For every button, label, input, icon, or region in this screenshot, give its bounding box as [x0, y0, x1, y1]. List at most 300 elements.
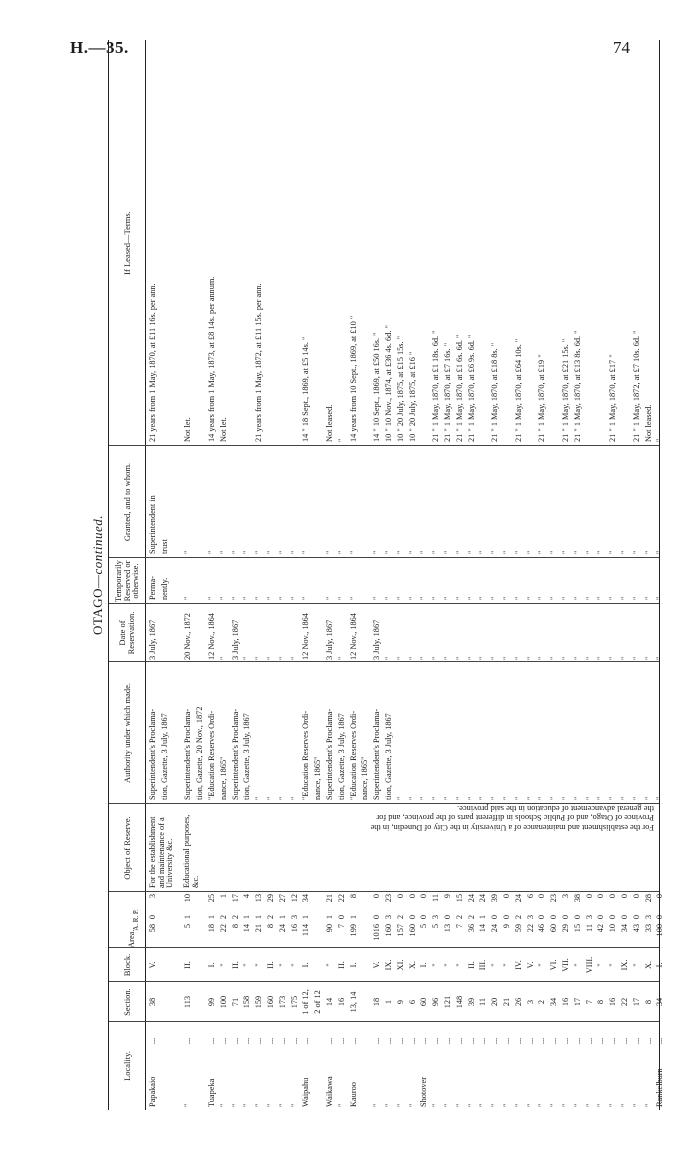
- authority-cell: Superintendent's Proclama-: [372, 708, 382, 800]
- temporarily-cell: ": [608, 596, 618, 600]
- area-roods-cell: 0: [655, 914, 665, 920]
- locality-cell: ": [230, 1103, 240, 1107]
- column-divider: [109, 947, 659, 948]
- locality-dots: ...: [525, 1037, 535, 1044]
- block-cell: I.: [301, 962, 311, 968]
- locality-cell: Papakaio: [148, 1076, 157, 1107]
- lease-cell: ": [336, 438, 346, 442]
- locality-dots: ...: [230, 1037, 240, 1044]
- locality-cell: ": [490, 1103, 500, 1107]
- authority-cell: ": [572, 796, 582, 800]
- header-leased: If Leased—Terms.: [121, 211, 132, 275]
- date-cell: ": [513, 656, 523, 660]
- locality-cell: Tuapeka: [207, 1078, 216, 1107]
- block-cell: ": [254, 963, 264, 967]
- locality-dots: ...: [502, 1037, 511, 1044]
- temporarily-cell: ": [277, 596, 287, 600]
- block-cell: ": [289, 963, 299, 967]
- area-roods-cell: 3: [525, 914, 535, 920]
- date-cell: ": [254, 656, 264, 660]
- granted-cell: trust: [159, 539, 169, 554]
- lease-cell: Not let.: [218, 417, 228, 442]
- header-object: Object of Reserve.: [121, 816, 132, 880]
- area-perches-cell: 0: [372, 894, 382, 899]
- locality-cell: Shotover: [419, 1077, 429, 1107]
- locality-dots: ...: [549, 1037, 559, 1044]
- area-perches-cell: 0: [419, 894, 429, 899]
- area-roods-cell: 3: [431, 914, 441, 920]
- granted-cell: ": [443, 550, 452, 554]
- area-roods-cell: 2: [454, 914, 464, 920]
- area-perches-cell: 6: [525, 894, 535, 899]
- lease-cell: 14 years from 10 Sept., 1869, at £10 ": [348, 315, 358, 442]
- section-cell: 6: [407, 999, 417, 1005]
- area-roods-cell: 1: [242, 914, 252, 920]
- area-acres-cell: 14: [478, 924, 488, 933]
- area-roods-cell: 1: [183, 914, 193, 920]
- locality-cell: ": [584, 1103, 594, 1107]
- temporarily-cell: ": [207, 596, 216, 600]
- section-cell: 148: [454, 995, 464, 1009]
- granted-cell: ": [277, 550, 287, 554]
- area-acres-cell: 7: [336, 924, 346, 929]
- authority-cell: tion, Gazette, 3 July, 1867: [242, 713, 252, 800]
- locality-dots: ...: [572, 1037, 582, 1044]
- authority-cell: ": [254, 796, 264, 800]
- locality-dots: ...: [490, 1037, 500, 1044]
- area-roods-cell: 3: [584, 914, 594, 920]
- locality-cell: ": [289, 1103, 299, 1107]
- locality-cell: ": [431, 1103, 441, 1107]
- granted-cell: ": [655, 550, 665, 554]
- granted-cell: ": [348, 550, 358, 554]
- lease-cell: 21 " 1 May, 1870, at £1 6s. 6d. ": [454, 334, 464, 442]
- area-roods-cell: 0: [561, 914, 570, 920]
- column-divider: [109, 557, 659, 558]
- section-cell: 7: [584, 999, 594, 1005]
- locality-dots: ...: [407, 1037, 417, 1044]
- temporarily-cell: ": [561, 596, 570, 600]
- block-cell: IX.: [384, 959, 393, 971]
- authority-cell: ": [643, 796, 653, 800]
- header-locality: Locality.: [121, 1051, 132, 1081]
- lease-cell: 21 years from 1 May, 1872, at £11 15s. per ann.: [254, 283, 264, 442]
- area-perches-cell: 8: [348, 894, 358, 899]
- granted-cell: ": [631, 550, 641, 554]
- locality-dots: ...: [301, 1037, 311, 1044]
- temporarily-cell: ": [218, 596, 228, 600]
- area-acres-cell: 15: [572, 924, 582, 933]
- locality-dots: ...: [372, 1037, 382, 1044]
- authority-cell: ": [537, 796, 547, 800]
- locality-dots: ...: [537, 1037, 547, 1044]
- caption-italic: continued.: [90, 515, 105, 575]
- area-perches-cell: 23: [549, 894, 559, 903]
- area-perches-cell: 3: [561, 894, 570, 899]
- locality-dots: ...: [631, 1037, 641, 1044]
- section-cell: 71: [230, 997, 240, 1007]
- section-cell: 8: [596, 999, 606, 1005]
- locality-cell: ": [372, 1103, 382, 1107]
- locality-dots: ...: [242, 1037, 252, 1044]
- locality-dots: ...: [218, 1037, 228, 1044]
- granted-cell: ": [478, 550, 488, 554]
- section-cell: 1 of 12,: [301, 989, 311, 1015]
- locality-dots: ...: [584, 1037, 594, 1044]
- locality-dots: ...: [289, 1037, 299, 1044]
- locality-cell: ": [631, 1103, 641, 1107]
- block-cell: II.: [336, 961, 346, 969]
- locality-dots: ...: [348, 1037, 358, 1044]
- locality-dots: ...: [395, 1037, 405, 1044]
- block-cell: ": [443, 963, 452, 967]
- lease-cell: 21 " 1 May, 1870, at £7 16s. ": [443, 342, 452, 442]
- granted-cell: ": [218, 550, 228, 554]
- temporarily-cell: ": [525, 596, 535, 600]
- authority-cell: ": [608, 796, 618, 800]
- block-cell: ": [596, 963, 606, 967]
- section-cell: 20: [490, 997, 500, 1007]
- temporarily-cell: ": [596, 596, 606, 600]
- date-cell: ": [655, 656, 665, 660]
- page-ref: H.—35.: [70, 38, 129, 57]
- date-cell: ": [596, 656, 606, 660]
- block-cell: ": [608, 963, 618, 967]
- temporarily-cell: ": [336, 596, 346, 600]
- block-cell: ": [537, 963, 547, 967]
- date-cell: ": [584, 656, 594, 660]
- section-cell: 17: [631, 997, 641, 1007]
- area-perches-cell: 23: [384, 894, 393, 903]
- section-cell: 22: [620, 997, 629, 1007]
- area-roods-cell: 0: [407, 914, 417, 920]
- temporarily-cell: ": [513, 596, 523, 600]
- section-cell: 99: [207, 997, 216, 1007]
- area-acres-cell: 18: [207, 924, 216, 933]
- temporarily-cell: nently.: [159, 577, 169, 600]
- area-roods-cell: 2: [513, 914, 523, 920]
- area-acres-cell: 46: [537, 924, 547, 933]
- area-perches-cell: 25: [207, 894, 216, 903]
- section-cell: 17: [572, 997, 582, 1007]
- authority-cell: ": [395, 796, 405, 800]
- date-cell: ": [561, 656, 570, 660]
- section-cell: 8: [643, 999, 653, 1005]
- granted-cell: ": [596, 550, 606, 554]
- date-cell: ": [502, 656, 511, 660]
- block-cell: I.: [348, 962, 358, 968]
- header-section: Section.: [121, 988, 132, 1016]
- lease-cell: 14 years from 1 May, 1873, at £8 14s. per annum.: [207, 276, 216, 442]
- block-cell: II.: [183, 961, 193, 969]
- authority-cell: ": [631, 796, 641, 800]
- block-cell: X.: [407, 960, 417, 970]
- lease-cell: Not let.: [183, 417, 193, 442]
- locality-cell: ": [266, 1103, 275, 1107]
- area-acres-cell: 7: [454, 924, 464, 929]
- column-divider: [109, 445, 659, 446]
- area-acres-cell: 9: [502, 924, 511, 929]
- section-cell: 11: [478, 998, 488, 1006]
- area-perches-cell: 0: [620, 894, 629, 899]
- authority-cell: ": [277, 796, 287, 800]
- area-perches-cell: 39: [490, 894, 500, 903]
- granted-cell: ": [643, 550, 653, 554]
- authority-cell: Superintendent's Proclama-: [325, 708, 334, 800]
- lease-cell: 21 " 1 May, 1870, at £19 ": [537, 354, 547, 442]
- granted-cell: ": [325, 550, 334, 554]
- temporarily-cell: ": [490, 596, 500, 600]
- locality-cell: ": [384, 1103, 393, 1107]
- granted-cell: ": [289, 550, 299, 554]
- section-cell: 34: [549, 997, 559, 1007]
- temporarily-cell: ": [466, 596, 476, 600]
- block-cell: ": [454, 963, 464, 967]
- date-cell: ": [490, 656, 500, 660]
- column-divider: [109, 981, 659, 982]
- header-granted: Granted, and to whom.: [121, 462, 132, 542]
- section-cell: 158: [242, 995, 252, 1009]
- area-acres-cell: 1016: [372, 924, 382, 941]
- table-caption: [90, 40, 106, 1110]
- area-acres-cell: 60: [549, 924, 559, 933]
- area-acres-cell: 22: [218, 924, 228, 933]
- date-cell: ": [242, 656, 252, 660]
- temporarily-cell: ": [254, 596, 264, 600]
- temporarily-cell: ": [584, 596, 594, 600]
- area-acres-cell: 29: [561, 924, 570, 933]
- area-perches-cell: 11: [431, 894, 441, 902]
- rotated-table-region: [90, 40, 665, 1110]
- column-divider: [109, 891, 659, 892]
- block-cell: I.: [207, 962, 216, 968]
- locality-cell: Waikawa: [325, 1076, 334, 1107]
- locality-dots: ...: [466, 1037, 476, 1044]
- authority-cell: tion, Gazette, 20 Nov., 1872: [195, 706, 205, 800]
- authority-cell: ": [266, 796, 275, 800]
- section-cell: 38: [148, 997, 157, 1007]
- block-cell: VIII.: [584, 956, 594, 974]
- authority-cell: "Education Reserves Ordi-: [207, 710, 216, 800]
- area-acres-cell: 8: [266, 924, 275, 929]
- block-cell: V.: [372, 961, 382, 969]
- locality-dots: ...: [596, 1037, 606, 1044]
- locality-cell: ": [561, 1103, 570, 1107]
- temporarily-cell: ": [431, 596, 441, 600]
- temporarily-cell: ": [289, 596, 299, 600]
- temporarily-cell: ": [549, 596, 559, 600]
- temporarily-cell: ": [230, 596, 240, 600]
- area-acres-cell: 42: [596, 924, 606, 933]
- locality-cell: ": [596, 1103, 606, 1107]
- section-cell: 113: [183, 995, 193, 1009]
- granted-cell: ": [242, 550, 252, 554]
- area-acres-cell: 22: [525, 924, 535, 933]
- area-roods-cell: 0: [443, 914, 452, 920]
- area-roods-cell: 0: [502, 914, 511, 920]
- date-cell: ": [537, 656, 547, 660]
- locality-dots: ...: [336, 1037, 346, 1044]
- area-perches-cell: 21: [325, 894, 334, 903]
- section-cell: 26: [513, 997, 523, 1007]
- block-cell: ": [431, 963, 441, 967]
- area-roods-cell: 0: [336, 914, 346, 920]
- date-cell: 12 Nov., 1864: [301, 613, 311, 660]
- area-acres-cell: 5: [431, 924, 441, 929]
- temporarily-cell: ": [348, 596, 358, 600]
- date-cell: ": [454, 656, 464, 660]
- authority-cell: ": [466, 796, 476, 800]
- temporarily-cell: ": [454, 596, 464, 600]
- object-rotated-line: For the establishment and maintenance of a University in the City of Dunedin, in the: [370, 823, 654, 832]
- date-cell: ": [643, 656, 653, 660]
- block-cell: ": [572, 963, 582, 967]
- locality-cell: ": [478, 1103, 488, 1107]
- area-perches-cell: 1: [218, 894, 228, 899]
- area-acres-cell: 8: [230, 924, 240, 929]
- section-cell: 2 of 12: [313, 990, 323, 1014]
- area-acres-cell: 43: [631, 924, 641, 933]
- block-cell: II.: [466, 961, 476, 969]
- area-acres-cell: 10: [608, 924, 618, 933]
- area-perches-cell: 29: [266, 894, 275, 903]
- area-perches-cell: 24: [513, 894, 523, 903]
- date-cell: ": [384, 656, 393, 660]
- locality-dots: ...: [655, 1037, 665, 1044]
- locality-cell: Rankelburn: [655, 1068, 665, 1107]
- lease-cell: 10 " 10 Nov., 1874, at £36 4s. 6d. ": [384, 325, 393, 442]
- area-acres-cell: 5: [183, 924, 193, 929]
- area-perches-cell: 24: [478, 894, 488, 903]
- area-acres-cell: 90: [325, 924, 334, 933]
- area-acres-cell: 160: [407, 924, 417, 937]
- section-cell: 2: [537, 999, 547, 1005]
- locality-dots: ...: [478, 1037, 488, 1044]
- temporarily-cell: ": [620, 596, 629, 600]
- area-perches-cell: 12: [289, 894, 299, 903]
- lease-cell: Not leased.: [325, 404, 334, 442]
- area-acres-cell: 14: [242, 924, 252, 933]
- block-cell: II.: [266, 961, 275, 969]
- temporarily-cell: ": [407, 596, 417, 600]
- section-cell: 14: [325, 997, 334, 1007]
- date-cell: 20 Nov., 1872: [183, 613, 193, 660]
- locality-cell: ": [502, 1103, 511, 1107]
- date-cell: ": [218, 656, 228, 660]
- section-cell: 159: [254, 995, 264, 1009]
- authority-cell: tion, Gazette, 3 July, 1867: [159, 713, 169, 800]
- area-roods-cell: 1: [207, 914, 216, 920]
- temporarily-cell: ": [537, 596, 547, 600]
- granted-cell: ": [395, 550, 405, 554]
- area-perches-cell: 10: [183, 894, 193, 903]
- locality-cell: ": [525, 1103, 535, 1107]
- reserves-table: [108, 40, 665, 1110]
- locality-cell: ": [395, 1103, 405, 1107]
- granted-cell: Superintendent in: [148, 495, 157, 554]
- locality-cell: ": [254, 1103, 264, 1107]
- locality-cell: ": [513, 1103, 523, 1107]
- area-perches-cell: 0: [631, 894, 641, 899]
- area-roods-cell: 3: [384, 914, 393, 920]
- header-block: Block.: [121, 953, 132, 977]
- date-cell: ": [478, 656, 488, 660]
- temporarily-cell: ": [443, 596, 452, 600]
- area-roods-cell: 0: [631, 914, 641, 920]
- authority-cell: ": [502, 796, 511, 800]
- section-cell: 16: [561, 997, 570, 1007]
- granted-cell: ": [454, 550, 464, 554]
- caption-main: OTAGO—: [90, 574, 105, 635]
- area-acres-cell: 13: [443, 924, 452, 933]
- granted-cell: ": [466, 550, 476, 554]
- area-acres-cell: 36: [466, 924, 476, 933]
- temporarily-cell: ": [502, 596, 511, 600]
- locality-cell: ": [572, 1103, 582, 1107]
- section-cell: 175: [289, 995, 299, 1009]
- locality-dots: ...: [608, 1037, 618, 1044]
- area-perches-cell: 28: [643, 894, 653, 903]
- authority-cell: nance, 1865": [313, 756, 323, 800]
- area-acres-cell: 16: [289, 924, 299, 933]
- area-perches-cell: 22: [336, 894, 346, 903]
- granted-cell: ": [183, 550, 193, 554]
- date-cell: ": [277, 656, 287, 660]
- section-cell: 21: [502, 997, 511, 1007]
- authority-cell: ": [490, 796, 500, 800]
- authority-cell: ": [596, 796, 606, 800]
- header-date: Date of Reservation.: [117, 611, 136, 655]
- area-roods-cell: 0: [549, 914, 559, 920]
- locality-dots: ...: [419, 1037, 429, 1044]
- authority-cell: Superintendent's Proclama-: [183, 708, 193, 800]
- area-roods-cell: 0: [608, 914, 618, 920]
- temporarily-cell: ": [655, 596, 665, 600]
- section-cell: 39: [466, 997, 476, 1007]
- granted-cell: ": [207, 550, 216, 554]
- lease-cell: 21 " 1 May, 1870, at £17 ": [608, 354, 618, 442]
- date-cell: 3 July, 1867: [148, 619, 157, 660]
- date-cell: ": [431, 656, 441, 660]
- lease-cell: 21 " 1 May, 1870, at £18 8s. ": [490, 342, 500, 442]
- granted-cell: ": [549, 550, 559, 554]
- date-cell: ": [572, 656, 582, 660]
- area-perches-cell: 3: [148, 894, 157, 899]
- granted-cell: ": [254, 550, 264, 554]
- granted-cell: ": [525, 550, 535, 554]
- section-cell: 13, 14: [348, 991, 358, 1013]
- authority-cell: ": [419, 796, 429, 800]
- area-acres-cell: 160: [384, 924, 393, 937]
- granted-cell: ": [572, 550, 582, 554]
- authority-cell: Superintendent's Proclama-: [230, 708, 240, 800]
- granted-cell: ": [431, 550, 441, 554]
- temporarily-cell: ": [478, 596, 488, 600]
- authority-cell: ": [407, 796, 417, 800]
- area-acres-cell: 199: [348, 924, 358, 937]
- authority-cell: ": [549, 796, 559, 800]
- area-acres-cell: 21: [254, 924, 264, 933]
- lease-cell: 14 " 10 Sept., 1869, at £50 16s. ": [372, 332, 382, 442]
- authority-cell: Superintendent's Proclama-: [148, 708, 157, 800]
- authority-cell: ": [431, 796, 441, 800]
- area-roods-cell: 0: [490, 914, 500, 920]
- authority-cell: ": [655, 796, 665, 800]
- block-cell: ": [277, 963, 287, 967]
- header-authority: Authority under which made.: [121, 682, 132, 784]
- area-roods-cell: 0: [419, 914, 429, 920]
- section-cell: 18: [372, 997, 382, 1007]
